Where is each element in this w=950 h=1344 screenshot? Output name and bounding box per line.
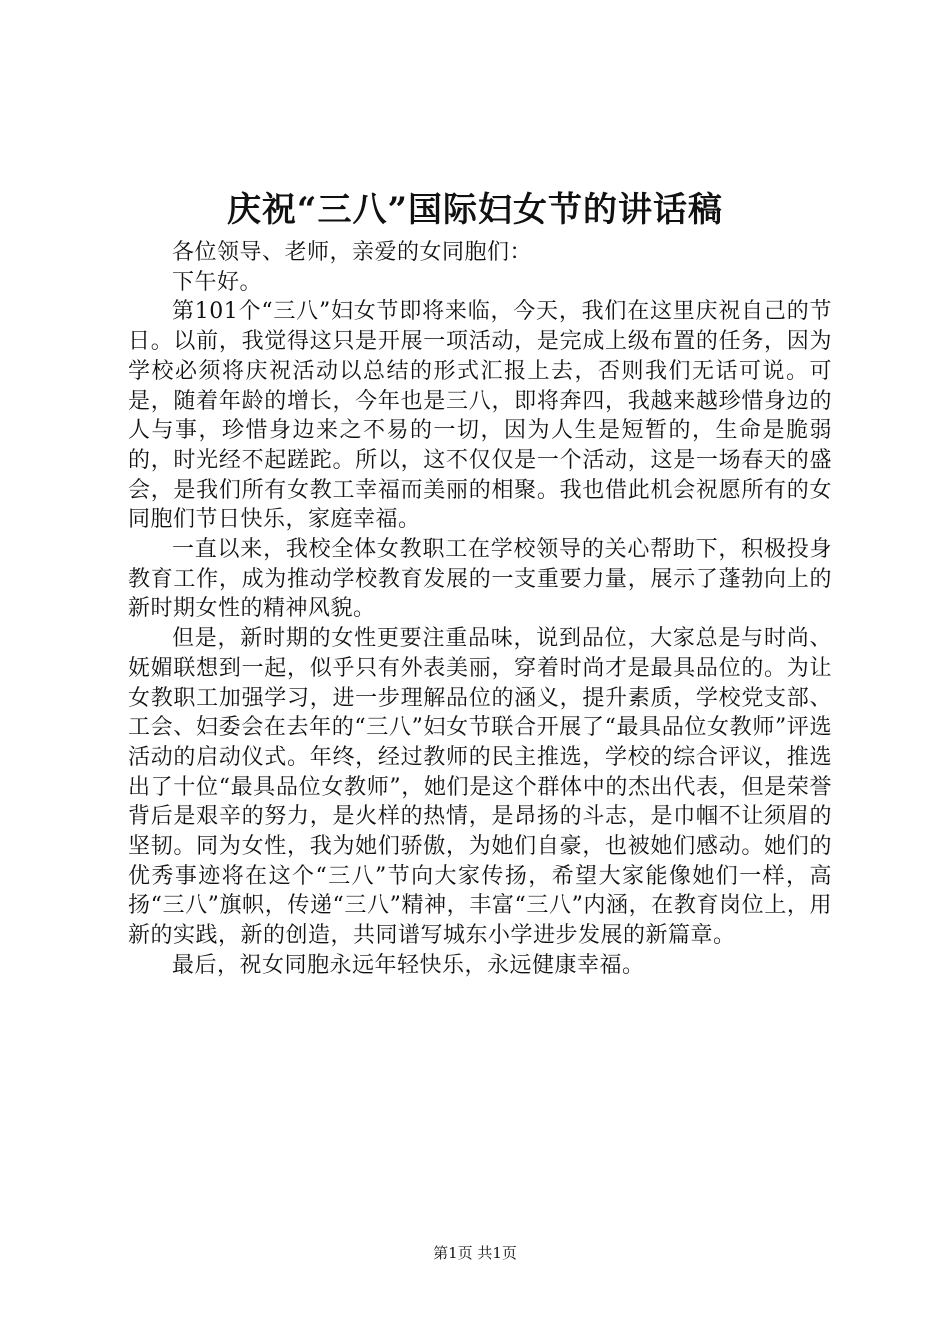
body-paragraph-2: 一直以来，我校全体女教职工在学校领导的关心帮助下，积极投身教育工作，成为推动学校教育发展的一支重要力量，展示了蓬勃向上的新时期女性的精神风貌。 <box>128 537 832 622</box>
document-title: 庆祝“三八”国际妇女节的讲话稿 <box>226 190 724 230</box>
salutation-paragraph: 各位领导、老师，亲爱的女同胞们： <box>172 240 533 265</box>
body-paragraph-3: 但是，新时期的女性更要注重品味，说到品位，大家总是与时尚、妩媚联想到一起，似乎只有外表美丽，穿着时尚才是最具品位的。为让女教职工加强学习，进一步理解品位的涵义，提升素质，学校党支部、工会、妇委会在去年的“三八”妇女节联合开展了“最具品位女教师”评选活动的启动仪式。年终，经过教师的民主推选，学校的综合评议，推选出了十位“最具品位女教师”，她们是这个群体中的杰出代表，但是荣誉背后是艰辛的努力，是火样的热情，是昂扬的斗志，是巾帼不让须眉的坚韧。同为女性，我为她们骄傲，为她们自豪，也被她们感动。她们的优秀事迹将在这个“三八”节向大家传扬，希望大家能像她们一样，高扬“三八”旗帜，传递“三八”精神，丰富“三八”内涵，在教育岗位上，用新的实践，新的创造，共同谱写城东小学进步发展的新篇章。 <box>128 626 832 949</box>
body-paragraph-1: 第101个“三八”妇女节即将来临，今天，我们在这里庆祝自己的节日。以前，我觉得这只是开展一项活动，是完成上级布置的任务，因为学校必须将庆祝活动以总结的形式汇报上去，否则我们无话可说。可是，随着年龄的增长，今年也是三八，即将奔四，我越来越珍惜身边的人与事，珍惜身边来之不易的一切，因为人生是短暂的，生命是脆弱的，时光经不起蹉跎。所以，这不仅仅是一个活动，这是一场春天的盛会，是我们所有女教工幸福而美丽的相聚。我也借此机会祝愿所有的女同胞们节日快乐，家庭幸福。 <box>128 299 832 533</box>
document-body <box>128 238 832 981</box>
closing-paragraph: 最后，祝女同胞永远年轻快乐，永远健康幸福。 <box>172 952 645 978</box>
page-number-footer: 第1页 共1页 <box>433 1244 517 1262</box>
greeting-paragraph: 下午好。 <box>172 269 263 295</box>
